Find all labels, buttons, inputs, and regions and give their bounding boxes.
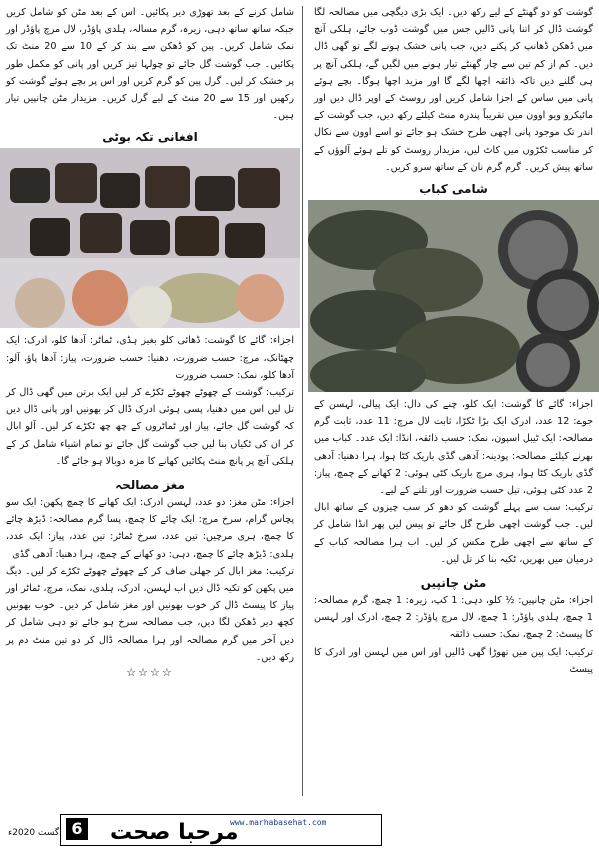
grilled-tikka-photo-icon (0, 148, 300, 328)
shami-kabab-photo (308, 200, 599, 392)
right-column (308, 0, 599, 849)
footer (0, 812, 420, 849)
mutton-chops-title: مٹن چانپیں (420, 576, 487, 591)
afghani-ingredients: اجزاء: گائے کا گوشت: ڈھائی کلو بغیر ہڈی، ٹماٹر: آدھا کلو، ادرک: ایک چھٹانک، مرچ: حسب ضرورت، دھنیا: حسب ضرورت، پیاز: آدھا پاؤ، آلو: آدھا کلو، نمک: حسب ضرورت (6, 335, 294, 381)
masala-method: ترکیب: مغز ابال کر جھلی صاف کر کے چھوٹے چھوٹے ٹکڑے کر لیں۔ دیگ میں پکھن کو تکیہ ڈال دیں اب لہسن، ادرک، ہلدی، نمک، مرچ، ٹماٹر اور پیاز کا پیسٹ ڈال کر خوب بھونیں اور مغز شامل کر دیں۔ خوب بھونیں کچھ دیر ڈھکن لگا دیں، جب مصالحہ سرخ ہو جائے تو دہی شامل کر دیں آخر میں گرم مصالحہ اور ہرا مصالحہ ڈال کر دو تین منٹ دم پر رکھ دیں۔ (6, 565, 294, 663)
shami-kabab-title: شامی کباب (419, 182, 488, 197)
issue-date: اگست 2020ء (8, 828, 62, 838)
afghani-tikka-title: افغانی تکہ بوٹی (102, 130, 198, 145)
shami-ingredients: اجزاء: گائے کا گوشت: ایک کلو، چنے کی دال: ایک پیالی، لہسن کے جوے: 12 عدد، ادرک ایک بڑا ٹکڑا، ثابت لال مرچ: 11 عدد، ثابت گرم مصالحہ: ایک ٹیبل اسپون، نمک: حسب ذائقہ، انڈا: ایک عدد۔ کباب میں بھرنے کیلئے مصالحہ: پودینہ: آدھی گڈی باریک کٹا ہوا، ہرا دھنیا: آدھی گڈی باریک کٹا ہوا، ہری مرچ باریک کٹی ہوئی: 2 کھانے کے چمچ، پیاز: 2 عدد کٹی ہوئی، تیل حسب ضرورت اور تلنے کے لیے۔ (314, 399, 594, 497)
masala-ingredients: اجزاء: مٹن مغز: دو عدد، لہسن ادرک: ایک کھانے کا چمچ پکھن: ایک سو پچاس گرام، سرخ مرچ: ایک چائے کا چمچ، پسا گرم مصالحہ: ڈیڑھ چائے کا چمچ، ہری مرچیں: تین عدد، سرخ ٹماٹر: تین عدد، پیاز: ایک عدد، ہلدی: ڈیڑھ چائے کا چمچ، دہی: دو کھانے کے چمچ، ہرا دھنیا: آدھی گڈی (6, 497, 294, 560)
shami-kabab-photo-icon (308, 200, 599, 392)
end-stars: ☆☆☆☆ (126, 666, 174, 680)
brand-logo: مرحبا صحت (110, 820, 239, 845)
maghaz-masala-title: مغز مصالحہ (115, 478, 185, 493)
column-divider (302, 6, 303, 796)
mutton-continued-paragraph: شامل کرنے کے بعد تھوڑی دیر پکائیں۔ اس کے بعد مٹن کو شامل کریں جبکہ ساتھ ساتھ دہی، زیرہ، گرم مسالہ، ہلدی پاؤڈر، لال مرچ پاؤڈر اور نمک شامل کریں۔ پین کو ڈھکن سے بند کر کے 10 سے 20 منٹ تک پکائیں۔ جب گوشت گل جائے تو چولہا تیز کریں اور پانی کو مکمل طور پر خشک کر لیں۔ گرل پین کو گرم کریں اور اس پر بچے ہوئے گوشت کو رکھیں اور 15 سے 20 منٹ کے لیے گرل کریں۔ مزیدار مٹن چانپیں تیار ہیں۔ (6, 7, 295, 122)
afghani-tikka-photo (0, 148, 300, 328)
afghani-method: ترکیب: گوشت کے چھوٹے چھوٹے ٹکڑے کر لیں ایک برتن میں گھی ڈال کر تل لیں اس میں دھنیا، پسی ہوئی ادرک ڈال کر بھونیں اور پانی ڈال دیں کہ گوشت گل جائے، پیاز اور ٹماٹروں کے چھ چھ ٹکڑے کر لیں۔ آلو ابال کر ان کی ٹکیاں بنا لیں جب گوشت گل جائے تو تمام اشیاء شامل کر کے ہلکی آنچ پر پانچ منٹ پکائیں کھانے کا مزہ دوبالا ہو جائے گا۔ (6, 387, 294, 467)
page-number: 6 (66, 818, 88, 840)
mutton-method: ترکیب: ایک پین میں تھوڑا گھی ڈالیں اور اس میں لہسن اور ادرک کا پیسٹ (314, 646, 593, 675)
roast-method-paragraph: گوشت کو دو گھنٹے کے لیے رکھ دیں۔ ایک بڑی دیگچی میں مصالحہ لگا گوشت ڈال کر اتنا پانی ڈالیں جس میں گوشت ڈوب جائے، ہلکی آنچ میں ڈھکن ڈھانپ کر پکنے دیں، جب پانی خشک ہونے لگے تو گھی ڈال دیں۔ کم از کم تین سے چار گھنٹے تیار ہونے میں لگیں گے، ہلکی آنچ پر ہی گلنے دیں تاکہ ذائقہ اچھا لگے گا اور مزید اچھا ہوگا۔ بچے ہوئے پانی میں ساس کے اجزا شامل کریں اور روسٹ کے اوپر ڈال دیں اور مائیکرو ویو اوون میں تقریباً پندرہ منٹ کیلئے رکھ دیں، جب گوشت کے اندر تک موجود پانی اچھی طرح خشک ہو جائے تو اسے اوون سے نکال کر مناسب ٹکڑوں میں کاٹ لیں، مزیدار روسٹ کو تلے ہوئے آلوؤں کے ساتھ پیش کریں۔ گرم گرم نان کے ساتھ سرو کریں۔ (314, 7, 593, 173)
shami-method: ترکیب: سب سے پہلے گوشت کو دھو کر سب چیزوں کے ساتھ ابال لیں۔ جب گوشت اچھی طرح گل جائے تو پیس لیں پھر انڈا شامل کر کے ساتھ سے اچھی طرح مکس کر لیں۔ اب ہرا مصالحہ کباب کے درمیان میں بھریں، ٹکیہ بنا کر تل لیں۔ (314, 502, 593, 565)
mutton-ingredients: اجزاء: مٹن چانپیں: ½ کلو، دہی: 1 کپ، زیرہ: 1 چمچ، گرم مصالحہ: 1 چمچ، ہلدی پاؤڈر: 1 چمچ، لال مرچ پاؤڈر: 2 چمچ، ادرک اور لہسن کا پیسٹ: 2 چمچ، نمک: حسب ذائقہ (314, 595, 593, 641)
website-link[interactable]: www.marhabasehat.com (230, 818, 327, 827)
